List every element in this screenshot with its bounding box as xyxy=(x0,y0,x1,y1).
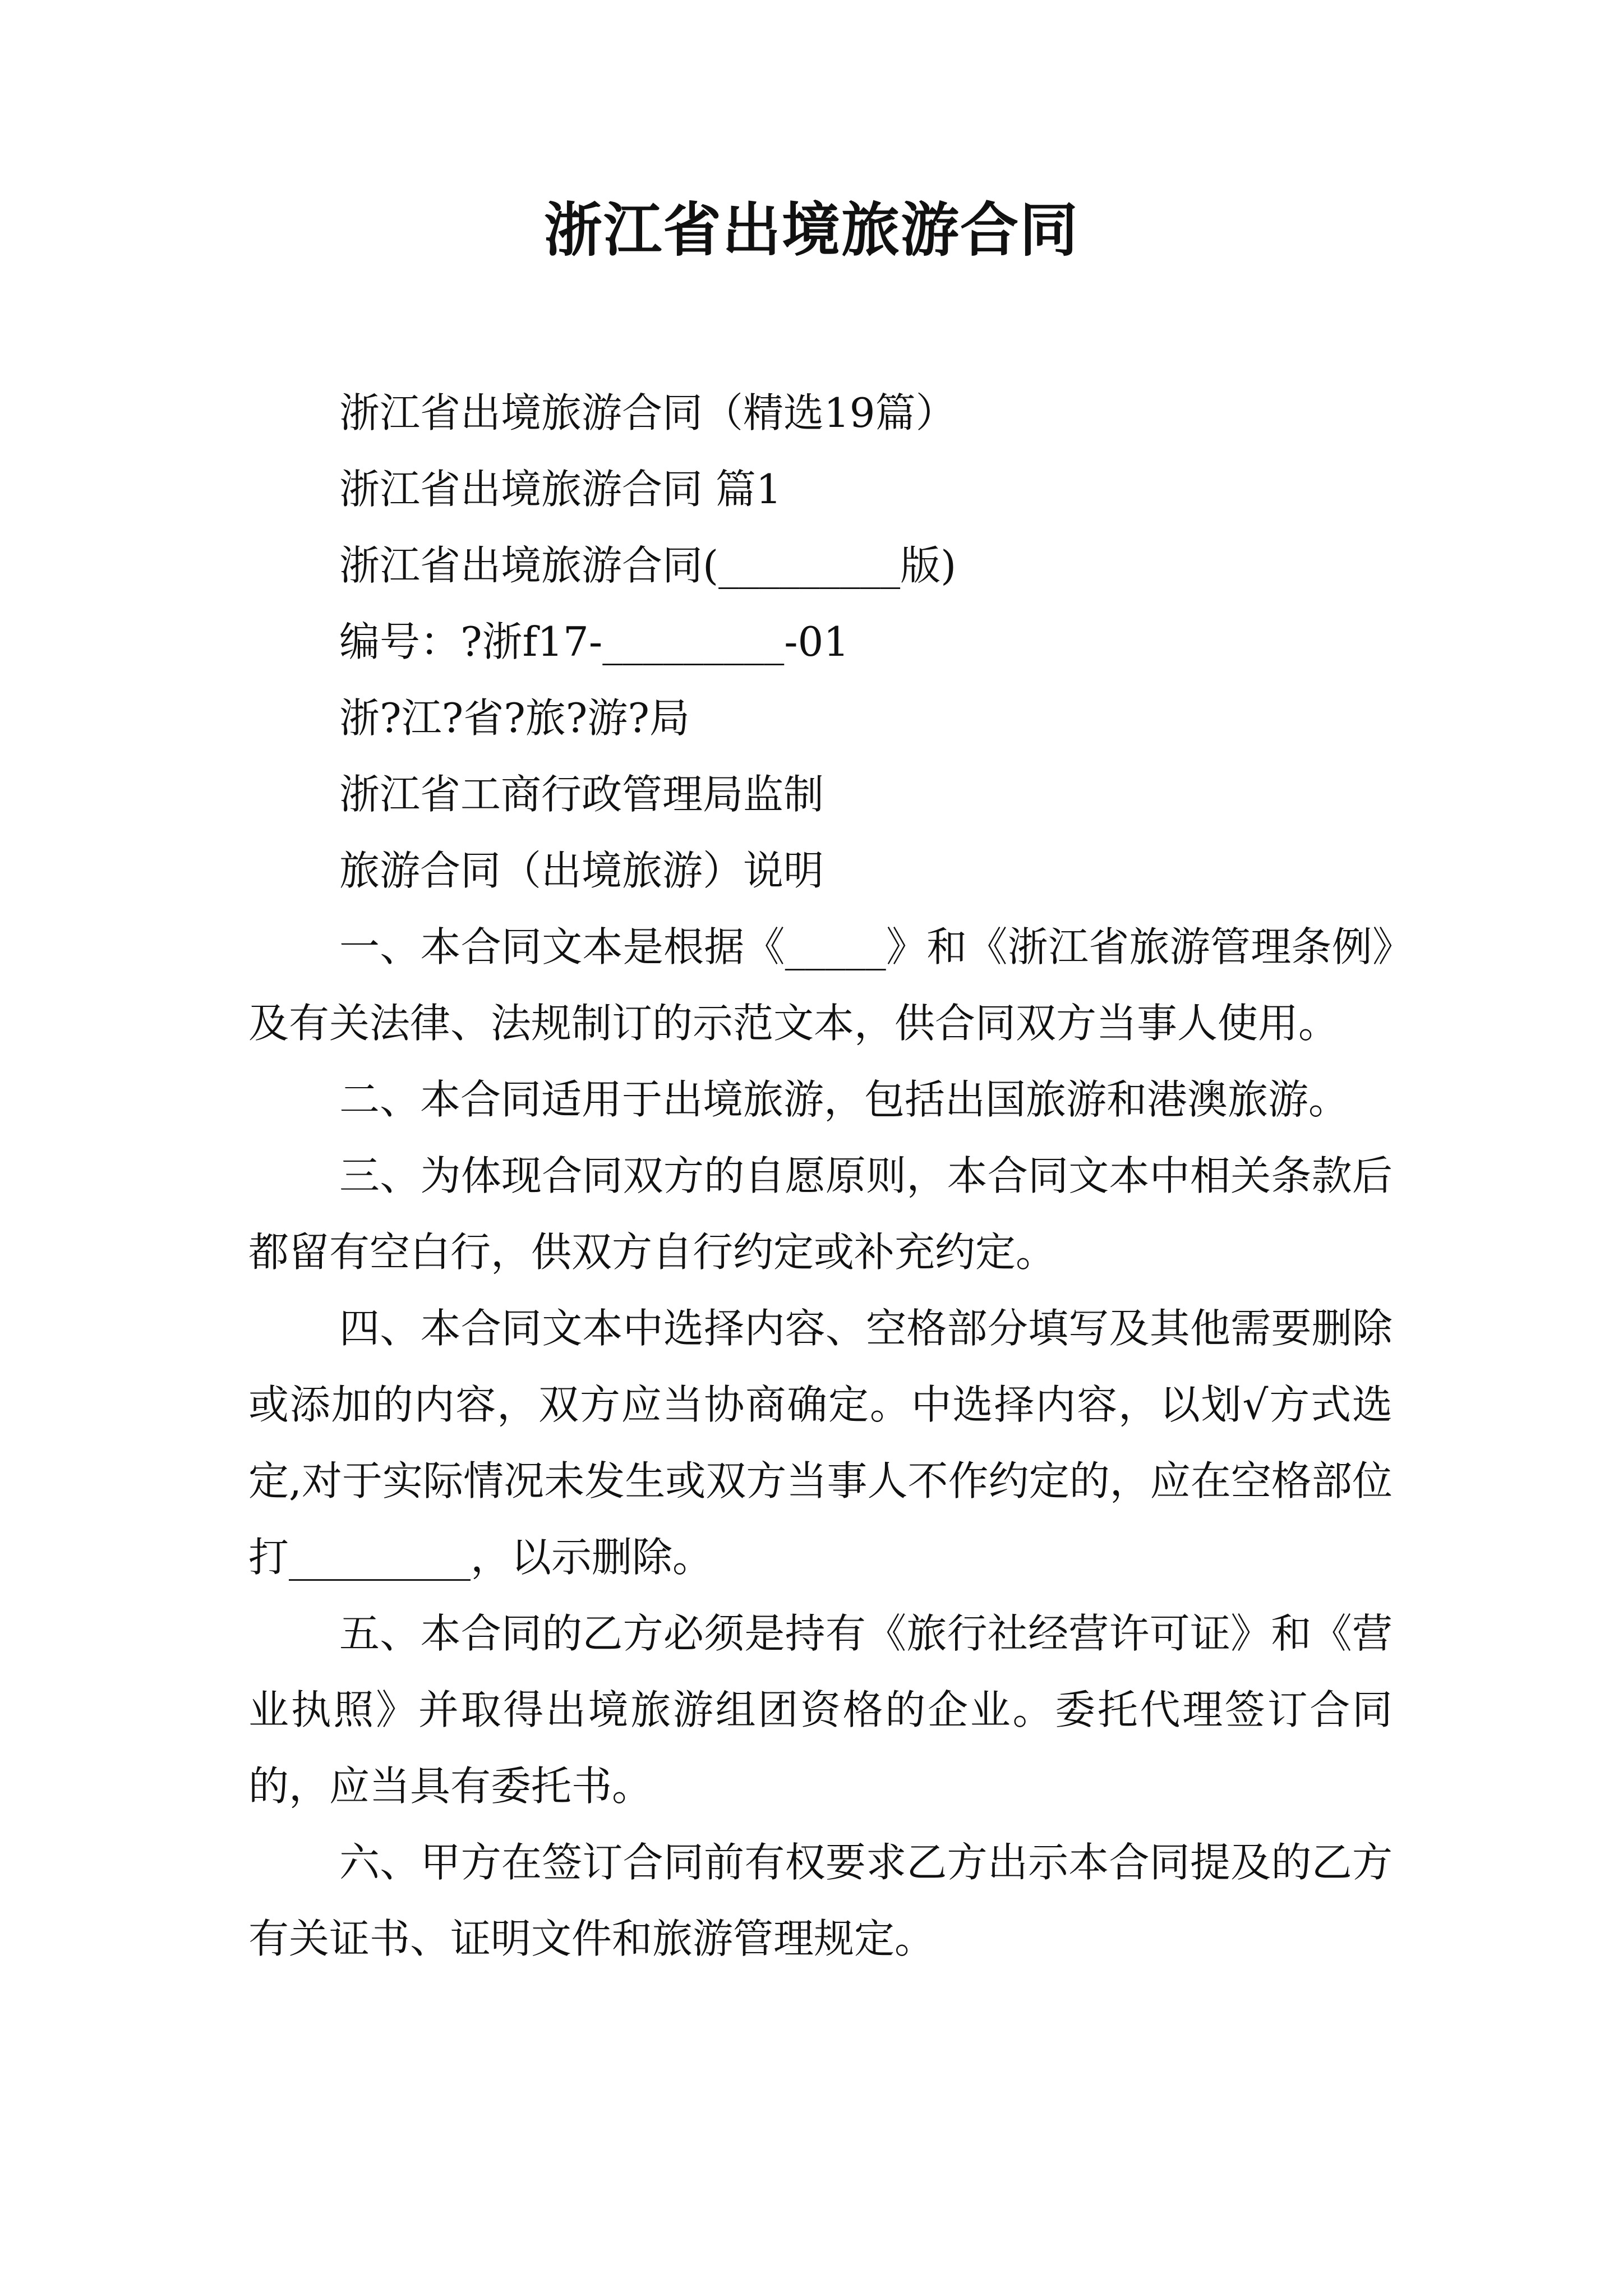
header-line-edition: 浙江省出境旅游合同(_________版) xyxy=(339,542,957,589)
header-line-issuer: 浙?江?省?旅?游?局 xyxy=(339,694,690,742)
header-line-instructions-heading: 旅游合同（出境旅游）说明 xyxy=(339,847,824,894)
header-line-serial-number: 编号：?浙f17-_________-01 xyxy=(339,618,850,665)
instruction-paragraph-6: 六、甲方在签订合同前有权要求乙方出示本合同提及的乙方有关证书、证明文件和旅游管理规定。 xyxy=(248,1839,1393,1962)
header-line-collection-title: 浙江省出境旅游合同（精选19篇） xyxy=(339,389,956,436)
header-line-article-number: 浙江省出境旅游合同 篇1 xyxy=(339,466,782,513)
instruction-paragraph-5: 五、本合同的乙方必须是持有《旅行社经营许可证》和《营业执照》并取得出境旅游组团资格的企业。委托代理签订合同的，应当具有委托书。 xyxy=(248,1610,1393,1810)
header-line-supervisor: 浙江省工商行政管理局监制 xyxy=(339,771,824,818)
instruction-paragraph-3: 三、为体现合同双方的自愿原则，本合同文本中相关条款后都留有空白行，供双方自行约定或补充约定。 xyxy=(248,1152,1393,1276)
instruction-paragraph-1: 一、本合同文本是根据《_____》和《浙江省旅游管理条例》及有关法律、法规制订的示范文本，供合同双方当事人使用。 xyxy=(248,923,1393,1047)
instruction-paragraph-4: 四、本合同文本中选择内容、空格部分填写及其他需要删除或添加的内容，双方应当协商确定。中选择内容，以划√方式选定,对于实际情况未发生或双方当事人不作约定的，应在空格部位打_________，以示删除。 xyxy=(248,1305,1393,1581)
document-body xyxy=(248,375,1393,1977)
document-title: 浙江省出境旅游合同 xyxy=(543,196,1079,264)
instruction-paragraph-2: 二、本合同适用于出境旅游，包括出国旅游和港澳旅游。 xyxy=(339,1076,1349,1123)
